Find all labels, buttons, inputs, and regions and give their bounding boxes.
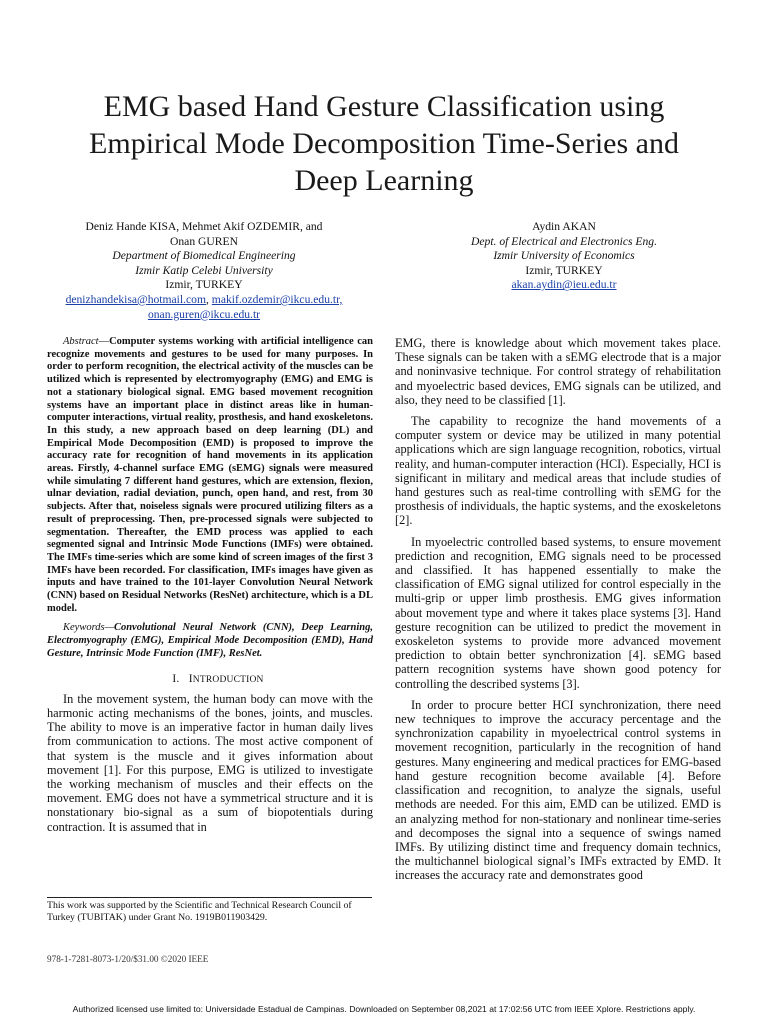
author-emails-line2 — [32, 308, 376, 323]
author-names-line1: Deniz Hande KISA, Mehmet Akif OZDEMIR, and — [85, 220, 323, 233]
author-university-right: Izmir University of Economics — [493, 249, 635, 263]
keywords-text: Convolutional Neural Network (CNN), Deep Learning, Electromyography (EMG), Empirical Mode Decomposition (EMD), Hand Gesture, Intrinsic Mode Function (IMF), ResNet. — [47, 622, 373, 659]
author-block-left — [32, 220, 376, 322]
right-paragraph-4: In order to procure better HCI synchronization, there need new techniques to improve the accuracy percentage and the synchronization capability in myoelectrical control systems in movement recognition, particularly in the recognition of hand gestures. Many engineering and medical practices for EMG-based hand gesture recognition become available [4]. Before classification and recognition, to analyze the signals, useful methods are needed. For this aim, EMD can be utilized. EMD is an analyzing method for non-stationary and nonlinear time-series and decomposes the signal into a sequence of swings named IMFs. By utilizing distinct time and frequency domain technics, the multichannel biological signal’s IMFs extracted by EMD. It increases the accuracy rate and demonstrates good — [395, 697, 721, 883]
section-numeral: I. — [172, 672, 180, 685]
author-university: Izmir Katip Celebi University — [135, 263, 273, 277]
abstract — [47, 336, 373, 615]
license-notice: Authorized licensed use limited to: Universidade Estadual de Campinas. Downloaded on September 08,2021 at 17:02:56 UTC from IEEE Xplore. Restrictions apply. — [72, 1004, 696, 1014]
author-location-right: Izmir, TURKEY — [525, 263, 603, 277]
right-paragraph-2: The capability to recognize the hand movements of a computer system or device may be utilized in many potential applications which are sign language recognition, robotics, virtual reality, and human-computer interaction (HCI). Especially, HCI is significant in military and medical areas that include studies of hand gestures such as real-time controlling with sEMG for the prosthesis of individuals, the haptic systems, and the exoskeletons [2]. — [395, 414, 721, 528]
abstract-label: Abstract — [63, 336, 99, 347]
intro-paragraph-1: In the movement system, the human body can move with the harmonic acting mechanisms of the bones, joints, and muscles. The ability to move is an imperative factor in human daily lives from communication to actions. The most active component of that system is the muscle and it gives information about movement [1]. For this purpose, EMG is utilized to investigate the working mechanism of muscles and their effects on the movement. EMG does not have a symmetrical structure and it is nonstationary bio-signal as a sum of biopotentials during contraction. It is assumed that in — [47, 691, 373, 834]
author-department: Department of Biomedical Engineering — [112, 249, 296, 263]
title-line-2: Empirical Mode Decomposition Time-Series and — [89, 127, 679, 160]
author-names-line2: Onan GUREN — [170, 234, 238, 248]
email-link-guren[interactable]: onan.guren@ikcu.edu.tr — [147, 307, 261, 321]
email-link-ozdemir[interactable]: makif.ozdemir@ikcu.edu.tr, — [211, 292, 343, 306]
footnote-rule — [47, 897, 372, 898]
email-link-kisa[interactable]: denizhandekisa@hotmail.com — [65, 292, 206, 306]
abstract-text: Computer systems working with artificial intelligence can recognize movements and gestures to be used for many purposes. In order to perform recognition, the electrical activity of the muscles can be utilized which is represented by electromyography (EMG) and EMG is not a stationary biological signal. EMG based movement recognition systems have an important place in distinct areas like in human-computer interactions, virtual reality, prosthesis, and hand exoskeletons. In this study, a new approach based on deep learning (DL) and Empirical Mode Decomposition (EMD) is proposed to improve the accuracy rate for recognition of hand movements in its application areas. Firstly, 4-channel surface EMG (sEMG) signals were measured while simulating 7 different hand gestures, which are extension, flexion, ulnar deviation, radial deviation, punch, open hand, and rest, from 30 subjects. After that, noiseless signals were procured utilizing filters as a result of preprocessing. Then, pre-processed signals were subjected to segmentation. Thereafter, the EMD process was applied to each segmented signal and Intrinsic Mode Functions (IMFs) were obtained. The IMFs time-series which are some kind of screen images of the first 3 IMFs have been recorded. For classification, IMFs images have given as inputs and have trained to the 101-layer Convolution Neural Network (CNN) based on Residual Networks (ResNet) architecture, which is a DL model. — [47, 336, 373, 614]
keywords — [47, 622, 373, 660]
section-rest: NTRODUCTION — [192, 674, 264, 685]
title-line-3: Deep Learning — [294, 164, 474, 197]
copyright-line: 978-1-7281-8073-1/20/$31.00 ©2020 IEEE — [47, 954, 209, 964]
funding-footnote: This work was supported by the Scientific and Technical Research Council of Turkey (TUBITAK) under Grant No. 1919B011903429. — [47, 900, 352, 923]
author-location: Izmir, TURKEY — [165, 278, 243, 292]
author-block-right — [392, 220, 736, 293]
section-heading-introduction — [47, 672, 373, 687]
left-column — [47, 336, 373, 834]
section-first-letter: I — [188, 672, 193, 685]
right-column — [395, 336, 721, 883]
author-department-right: Dept. of Electrical and Electronics Eng. — [471, 234, 657, 248]
right-paragraph-3: In myoelectric controlled based systems, to ensure movement prediction and recognition, EMG signals need to be processed and classified. It has happened essentially to make the classification of EMG signal utilized for control especially in the multi-grip or upper limb prosthesis. EMG gives information about movement type and where it takes place systems [3]. Hand gesture recognition can be utilized to predict the movement in exoskeleton systems to provide more advanced movement prediction to obtain better synchronization [4]. sEMG based pattern recognition systems have shown good potency for controlling the described systems [3]. — [395, 534, 721, 691]
keywords-dash: — — [104, 622, 114, 634]
email-separator: , — [205, 292, 209, 306]
author-name-akan: Aydin AKAN — [532, 220, 596, 233]
abstract-dash: — — [98, 336, 110, 347]
keywords-label: Keywords — [63, 622, 105, 634]
author-emails-line1 — [32, 293, 376, 308]
author-email-right-line — [392, 278, 736, 293]
paper-title — [0, 88, 768, 199]
right-paragraph-1: EMG, there is knowledge about which movement takes place. These signals can be taken with a sEMG electrode that is a major and noninvasive technique. For control strategy of rehabilitation and myoelectric based devices, EMG signals can be utilized, and also, they need to be classified [1]. — [395, 336, 721, 407]
email-link-akan[interactable]: akan.aydin@ieu.edu.tr — [511, 278, 617, 292]
title-line-1: EMG based Hand Gesture Classification using — [103, 90, 665, 123]
